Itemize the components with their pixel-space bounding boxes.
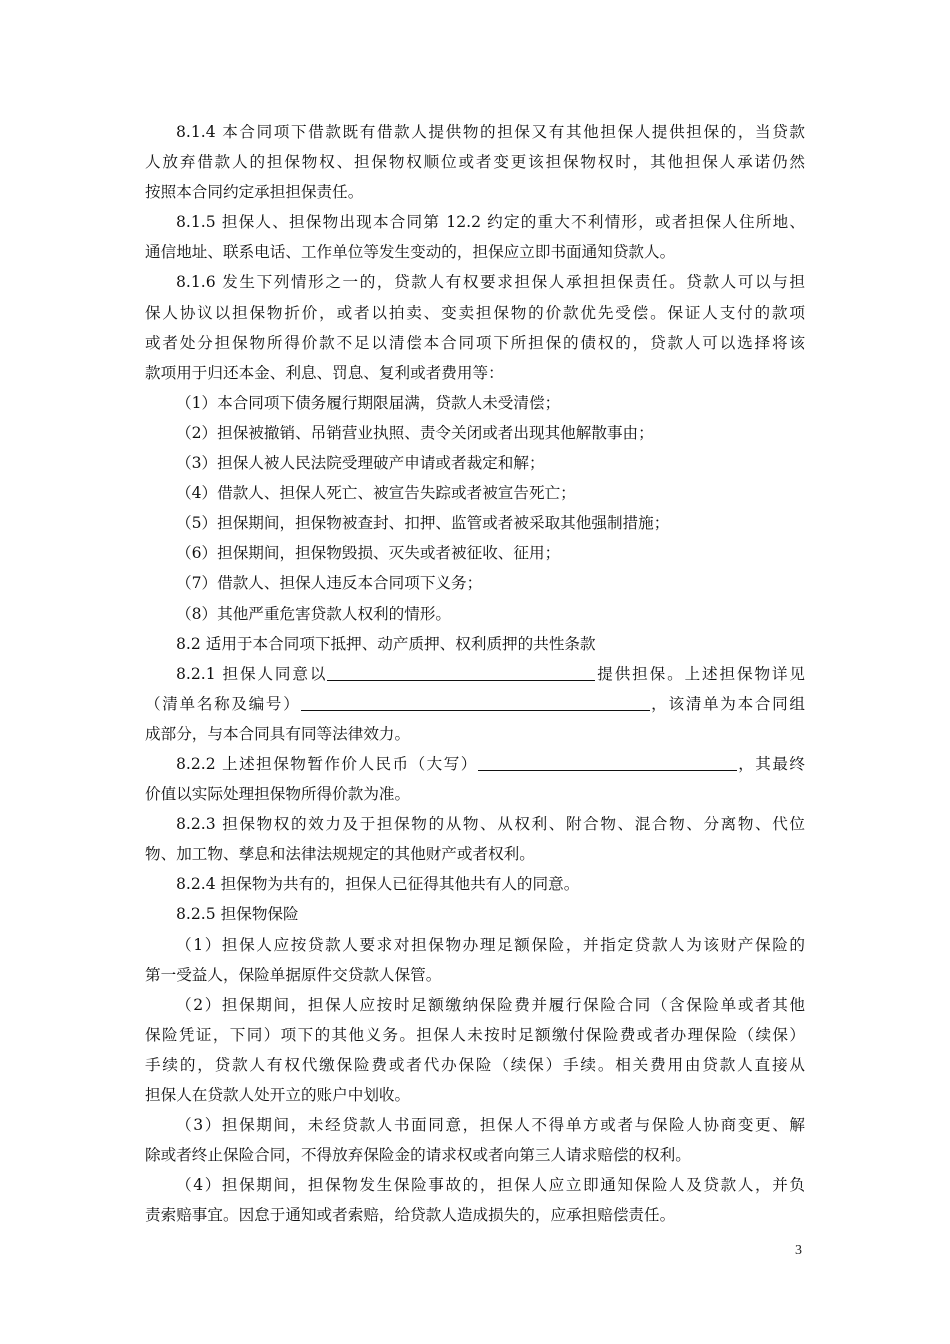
paragraph [145,568,805,598]
paragraph [145,990,805,1110]
paragraph [145,599,805,629]
clause-8-2-2-line-1 [145,749,805,779]
paragraph-line: （5）担保期间，担保物被查封、扣押、监管或者被采取其他强制措施； [176,514,670,533]
valuation-amount-blank-field[interactable] [478,750,737,771]
paragraph [145,869,805,899]
paragraph-line: 保人协议以担保物折价，或者以拍卖、变卖担保物的价款优先受偿。保证人支付的款项 [145,303,805,322]
paragraph-line: 第一受益人，保险单据原件交贷款人保管。 [145,965,442,984]
paragraph-line: 按照本合同约定承担担保责任。 [145,183,364,202]
paragraph-line: 除或者终止保险合同，不得放弃保险金的请求权或者向第三人请求赔偿的权利。 [145,1146,691,1165]
clause-8-2-1 [145,659,805,749]
paragraph-line: 8.1.4 本合同项下借款既有借款人提供物的担保又有其他担保人提供担保的，当贷款 [176,123,805,141]
paragraph-line: （4）担保期间，担保物发生保险事故的，担保人应立即通知保险人及贷款人，并负 [176,1176,805,1195]
paragraph [145,267,805,387]
clause-8-2-2-line-2: 价值以实际处理担保物所得价款为准。 [145,785,411,804]
paragraph-line: 8.1.6 发生下列情形之一的，贷款人有权要求担保人承担担保责任。贷款人可以与担 [176,273,805,292]
clause-8-2-1-line-2 [145,689,805,719]
paragraph-line: （3）担保人被人民法院受理破产申请或者裁定和解； [176,454,545,473]
paragraph [145,899,805,929]
paragraph [145,809,805,869]
clauses-8-2-3-to-8-2-5 [145,809,805,1230]
paragraph [145,538,805,568]
clause-text: ，该清单为本合同组 [649,694,805,713]
paragraph-line: （1）本合同项下债务履行期限届满，贷款人未受清偿； [176,393,561,412]
paragraph-line: （2）担保期间，担保人应按时足额缴纳保险费并履行保险合同（含保险单或者其他 [176,995,805,1014]
paragraph [145,207,805,267]
paragraph-line: （3）担保期间，未经贷款人书面同意，担保人不得单方或者与保险人协商变更、解 [176,1116,805,1135]
paragraph-line: （2）担保被撤销、吊销营业执照、责令关闭或者出现其他解散事由； [176,423,654,442]
paragraph-line: 8.2.4 担保物为共有的，担保人已征得其他共有人的同意。 [176,875,580,894]
clause-text: 提供担保。上述担保物详见 [595,664,805,683]
paragraph-line: 保险凭证，下同）项下的其他义务。担保人未按时足额缴付保险费或者办理保险（续保） [145,1025,805,1044]
paragraph-line: 8.2.3 担保物权的效力及于担保物的从物、从权利、附合物、混合物、分离物、代位 [176,815,805,834]
paragraph-line: 或者处分担保物所得价款不足以清偿本合同项下所担保的债权的，贷款人可以选择将该 [145,333,805,352]
paragraph [145,629,805,659]
paragraph-line: 通信地址、联系电话、工作单位等发生变动的，担保应立即书面通知贷款人。 [145,243,676,262]
page-number: 3 [795,1243,802,1258]
paragraph-line: （1）担保人应按贷款人要求对担保物办理足额保险，并指定贷款人为该财产保险的 [176,935,805,954]
paragraph-line: 物、加工物、孳息和法律法规规定的其他财产或者权利。 [145,845,535,864]
paragraph-line: 人放弃借款人的担保物权、担保物权顺位或者变更该担保物权时，其他担保人承诺仍然 [145,153,805,172]
paragraph [145,1110,805,1170]
clause-text: 8.2.1 担保人同意以 [176,664,328,683]
clause-8-2-2 [145,749,805,809]
clause-text: 8.2.2 上述担保物暂作价人民币（大写） [176,754,478,773]
paragraph-line: 8.2.5 担保物保险 [176,905,299,924]
paragraph [145,508,805,538]
paragraph [145,388,805,418]
paragraph-line: （4）借款人、担保人死亡、被宣告失踪或者被宣告死亡； [176,484,576,503]
clauses-8-1-4-to-8-2 [145,117,805,659]
list-name-number-blank-field[interactable] [301,690,650,711]
clause-8-2-1-line-1 [145,659,805,689]
paragraph [145,448,805,478]
paragraph [145,117,805,207]
clause-text: （清单名称及编号） [145,694,301,713]
paragraph-line: 手续的，贷款人有权代缴保险费或者代办保险（续保）手续。相关费用由贷款人直接从 [145,1055,805,1074]
paragraph-line: 款项用于归还本金、利息、罚息、复利或者费用等： [145,363,504,382]
paragraph [145,478,805,508]
paragraph-line: （6）担保期间，担保物毁损、灭失或者被征收、征用； [176,544,561,563]
paragraph-line: 8.1.5 担保人、担保物出现本合同第 12.2 约定的重大不利情形，或者担保人住所地、 [176,213,805,232]
collateral-blank-field[interactable] [327,660,595,681]
paragraph [145,1170,805,1230]
paragraph-line: （7）借款人、担保人违反本合同项下义务； [176,574,483,593]
paragraph-line: 责索赔事宜。因怠于通知或者索赔，给贷款人造成损失的，应承担赔偿责任。 [145,1206,676,1225]
paragraph [145,418,805,448]
document-body [145,117,805,1230]
paragraph-line: （8）其他严重危害贷款人权利的情形。 [176,604,452,623]
clause-text: ，其最终 [736,754,805,773]
paragraph-line: 8.2 适用于本合同项下抵押、动产质押、权利质押的共性条款 [176,634,596,653]
paragraph [145,930,805,990]
paragraph-line: 担保人在贷款人处开立的账户中划收。 [145,1086,411,1104]
clause-8-2-1-line-3: 成部分，与本合同具有同等法律效力。 [145,724,411,743]
